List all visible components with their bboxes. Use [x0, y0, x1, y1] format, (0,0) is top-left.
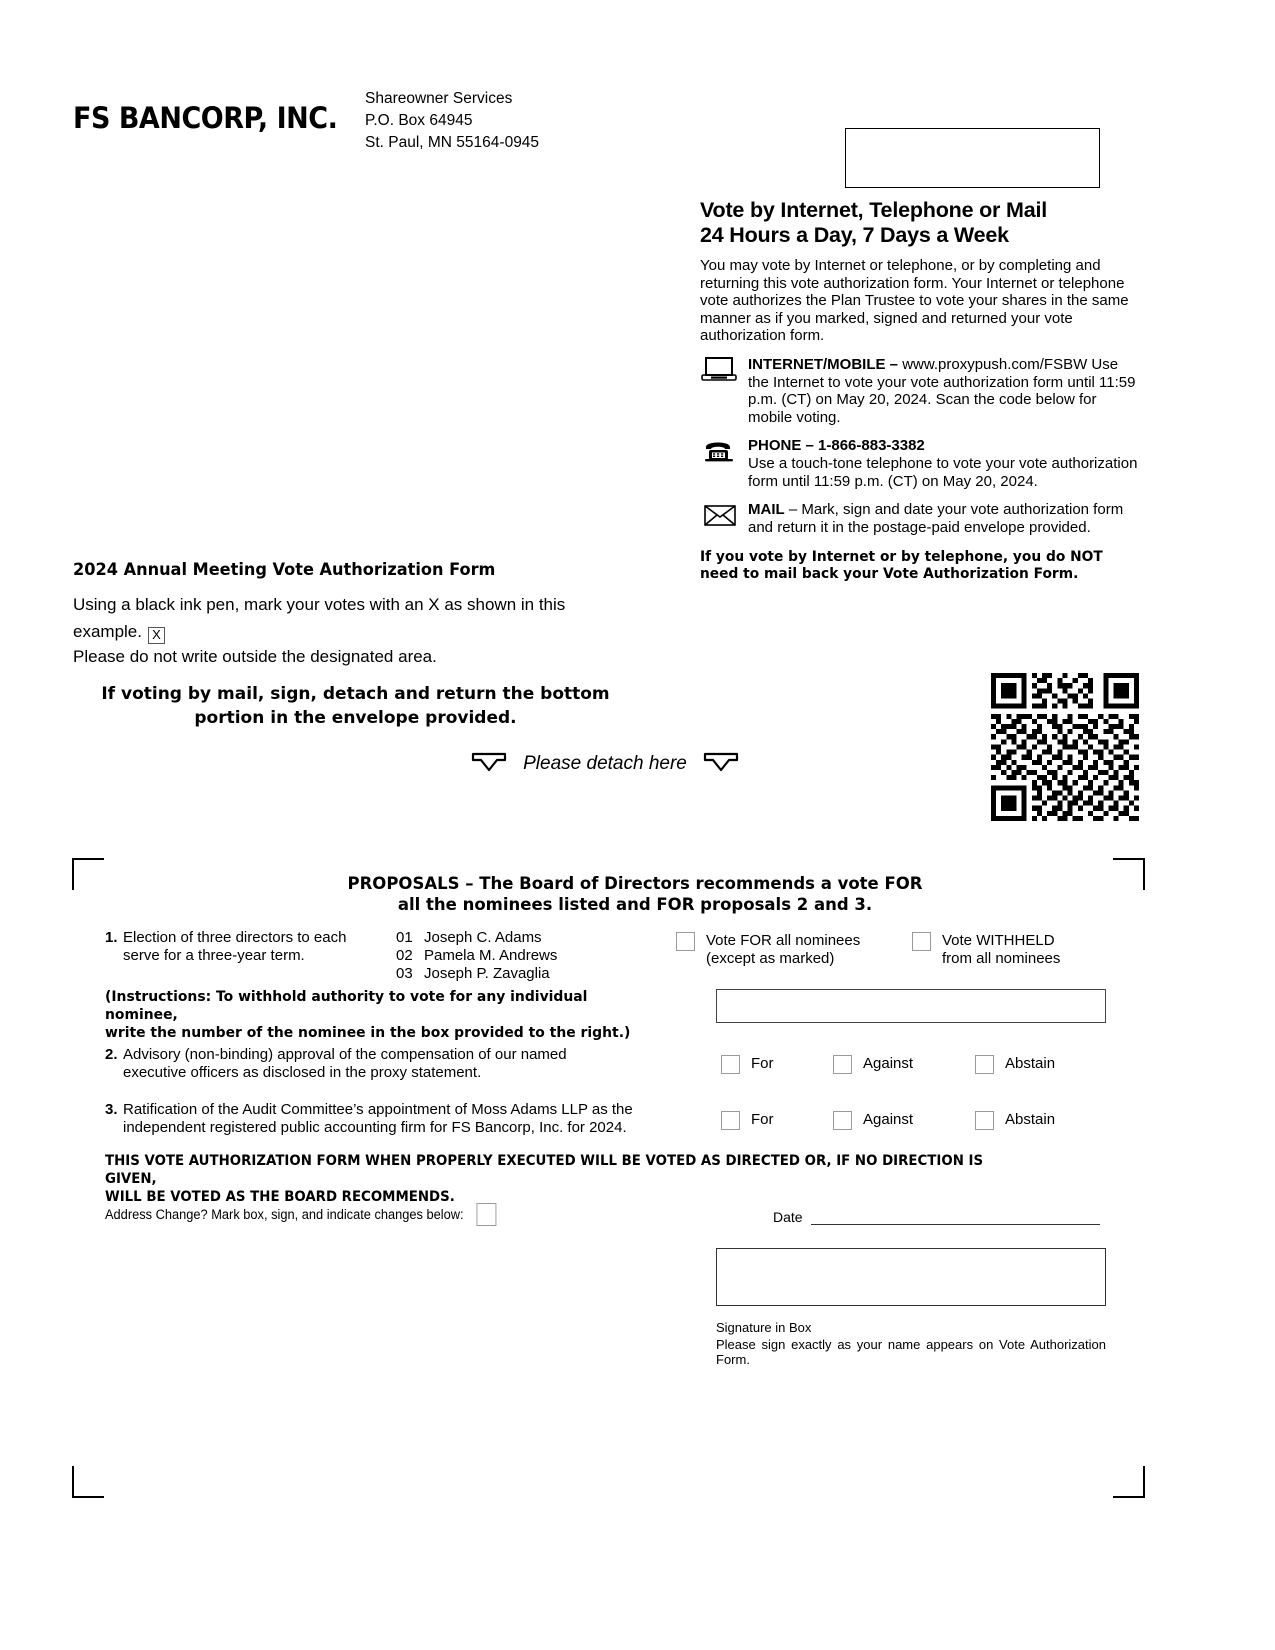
detach-instruction-line1: If voting by mail, sign, detach and return the bottom	[101, 684, 610, 704]
company-logo: FS BANCORP, INC.	[73, 101, 338, 135]
signature-input-box[interactable]	[716, 1248, 1106, 1306]
proposals-header-line1: PROPOSALS – The Board of Directors recommends a vote FOR	[347, 874, 923, 893]
vote-for-all-nominees-label-line1: Vote FOR all nominees	[706, 932, 861, 949]
envelope-icon	[700, 502, 742, 528]
proposal-3-abstain-label: Abstain	[1005, 1111, 1056, 1128]
vote-panel-intro: You may vote by Internet or telephone, or by completing and returning this vote authorization form. Your Internet or telephone vote authorizes the Plan Trustee to vote your shares in the same manner as if you marked, signed and returned your vote authorization form.	[700, 257, 1129, 345]
transfer-agent-address	[365, 88, 539, 154]
nominee-name: Joseph C. Adams	[424, 929, 542, 946]
proposal-3-text-line2: independent registered public accounting firm for FS Bancorp, Inc. for 2024.	[123, 1119, 627, 1136]
vote-panel-heading-line2: 24 Hours a Day, 7 Days a Week	[700, 223, 1009, 247]
agent-address-line: St. Paul, MN 55164-0945	[365, 134, 540, 151]
proposals-header-line2: all the nominees listed and FOR proposals 2 and 3.	[397, 895, 873, 914]
proposal-1-text-line1: Election of three directors to each	[123, 929, 347, 946]
crop-mark-top-left	[72, 858, 104, 890]
qr-code	[991, 673, 1139, 821]
proposal-3-number: 3.	[105, 1101, 118, 1118]
proposal-2-against-checkbox[interactable]	[833, 1055, 852, 1074]
vote-panel-heading-line1: Vote by Internet, Telephone or Mail	[700, 198, 1047, 222]
proposal-3	[105, 1101, 705, 1137]
vote-panel-heading	[700, 198, 1142, 248]
vote-withheld-label-line2: from all nominees	[942, 950, 1061, 967]
proposal-2-against-option[interactable]	[833, 1055, 913, 1074]
proposal-2-abstain-label: Abstain	[1005, 1055, 1056, 1072]
proposal-2-for-option[interactable]	[721, 1055, 774, 1074]
nominee-number: 03	[396, 965, 413, 982]
proposal-2-number: 2.	[105, 1046, 118, 1063]
proposal-2-abstain-checkbox[interactable]	[975, 1055, 994, 1074]
vote-method-phone	[700, 437, 1142, 490]
proposal-2-against-label: Against	[863, 1055, 914, 1072]
proposal-3-against-checkbox[interactable]	[833, 1111, 852, 1130]
nominee-item	[396, 965, 557, 983]
proposal-2-abstain-option[interactable]	[975, 1055, 1055, 1074]
proposal-3-text-line1: Ratification of the Audit Committee’s appointment of Moss Adams LLP as the	[123, 1101, 633, 1118]
mark-instructions	[73, 591, 633, 645]
proposal-1	[105, 929, 395, 965]
telephone-icon	[700, 438, 742, 464]
executed-note-line2: WILL BE VOTED AS THE BOARD RECOMMENDS.	[105, 1189, 455, 1205]
vote-withheld-checkbox[interactable]	[912, 932, 931, 951]
proposal-3-text	[123, 1101, 705, 1137]
crop-mark-bottom-right	[1113, 1466, 1145, 1498]
proposal-2-text-line2: executive officers as disclosed in the proxy statement.	[123, 1064, 482, 1081]
vote-withheld-option[interactable]	[912, 932, 1060, 968]
vote-method-mail	[700, 501, 1142, 536]
withhold-instructions-line2: write the number of the nominee in the box provided to the right.)	[105, 1025, 631, 1041]
vote-for-all-nominees-checkbox[interactable]	[676, 932, 695, 951]
proposal-3-against-option[interactable]	[833, 1111, 913, 1130]
date-label: Date	[773, 1209, 803, 1225]
address-change-checkbox[interactable]	[477, 1203, 497, 1226]
signature-caption-title: Signature in Box	[716, 1320, 812, 1335]
detach-arrow-left-icon	[469, 748, 509, 779]
laptop-icon	[700, 357, 742, 383]
nominee-list	[396, 929, 557, 983]
proposal-2-text	[123, 1046, 665, 1082]
proposal-2-text-line1: Advisory (non-binding) approval of the compensation of our named	[123, 1046, 567, 1063]
crop-mark-bottom-left	[72, 1466, 104, 1498]
nominee-item	[396, 929, 557, 947]
vote-method-internet	[700, 356, 1142, 426]
proposal-3-abstain-option[interactable]	[975, 1111, 1055, 1130]
vote-method-internet-body: www.proxypush.com/FSBW Use the Internet to vote your vote authorization form until 11:59 p.m. (CT) on May 20, 2024. Scan the code below for mobile voting.	[748, 355, 1136, 426]
proposal-3-for-label: For	[751, 1111, 774, 1128]
proposal-1-text	[123, 929, 395, 965]
nominee-number-input-box[interactable]	[716, 989, 1106, 1023]
vote-for-all-nominees-label	[706, 932, 860, 968]
detach-here-label: Please detach here	[523, 752, 687, 774]
proposal-2	[105, 1046, 665, 1082]
detach-arrow-right-icon	[701, 748, 741, 779]
vote-method-phone-title: PHONE – 1-866-883-3382	[748, 437, 925, 455]
proposal-3-for-checkbox[interactable]	[721, 1111, 740, 1130]
form-title: 2024 Annual Meeting Vote Authorization Form	[73, 560, 496, 580]
nominee-number: 01	[396, 929, 413, 946]
executed-note	[105, 1152, 1025, 1206]
vote-method-phone-body: Use a touch-tone telephone to vote your vote authorization form until 11:59 p.m. (CT) on May 20, 2024.	[748, 454, 1138, 490]
signature-caption-subtext: Please sign exactly as your name appears on Vote Authorization Form.	[716, 1337, 1106, 1367]
address-change-row[interactable]	[105, 1203, 497, 1226]
example-mark-box: X	[148, 627, 165, 644]
detach-instruction	[73, 682, 638, 730]
vote-method-mail-body: – Mark, sign and date your vote authorization form and return it in the postage-paid envelope provided.	[748, 501, 1124, 536]
withhold-instructions-line1: (Instructions: To withhold authority to vote for any individual nominee,	[105, 989, 588, 1023]
vote-method-internet-title: INTERNET/MOBILE	[748, 355, 886, 373]
nominee-name: Joseph P. Zavaglia	[424, 965, 550, 982]
proposal-2-for-label: For	[751, 1055, 774, 1072]
withhold-instructions	[105, 988, 643, 1042]
proposal-1-text-line2: serve for a three-year term.	[123, 947, 305, 964]
vote-methods-panel	[700, 198, 1142, 582]
date-field-row[interactable]	[773, 1209, 1100, 1225]
nominee-item	[396, 947, 557, 965]
no-write-outside-note: Please do not write outside the designated area.	[73, 647, 437, 666]
shareholder-label-box	[845, 128, 1100, 188]
vote-for-all-nominees-label-line2: (except as marked)	[706, 950, 835, 967]
detach-here-row	[440, 748, 770, 779]
vote-method-mail-title: MAIL	[748, 501, 785, 519]
mark-instructions-text: Using a black ink pen, mark your votes with an X as shown in this example.	[73, 595, 566, 641]
nominee-name: Pamela M. Andrews	[424, 947, 558, 964]
agent-address-line: Shareowner Services	[365, 90, 513, 107]
executed-note-line1: THIS VOTE AUTHORIZATION FORM WHEN PROPERLY EXECUTED WILL BE VOTED AS DIRECTED OR, IF NO DIRECTION IS GIVEN,	[105, 1153, 984, 1187]
date-input-line[interactable]	[811, 1210, 1100, 1225]
detach-instruction-line2: portion in the envelope provided.	[194, 708, 517, 728]
nominee-number: 02	[396, 947, 413, 964]
proposal-3-for-option[interactable]	[721, 1111, 774, 1130]
address-change-label: Address Change? Mark box, sign, and indicate changes below:	[105, 1207, 464, 1222]
proposal-3-against-label: Against	[863, 1111, 914, 1128]
vote-method-internet-dash: –	[885, 355, 903, 373]
vote-withheld-label-line1: Vote WITHHELD	[942, 932, 1055, 949]
agent-address-line: P.O. Box 64945	[365, 112, 473, 129]
vote-for-all-nominees-option[interactable]	[676, 932, 860, 968]
no-mail-needed-notice: If you vote by Internet or by telephone, you do NOT need to mail back your Vote Authorization Form.	[700, 549, 1103, 582]
proposals-header	[120, 873, 1150, 915]
proposal-2-for-checkbox[interactable]	[721, 1055, 740, 1074]
vote-withheld-label	[942, 932, 1060, 968]
proposal-3-abstain-checkbox[interactable]	[975, 1111, 994, 1130]
proposal-1-number: 1.	[105, 929, 118, 946]
signature-caption	[716, 1320, 1106, 1367]
